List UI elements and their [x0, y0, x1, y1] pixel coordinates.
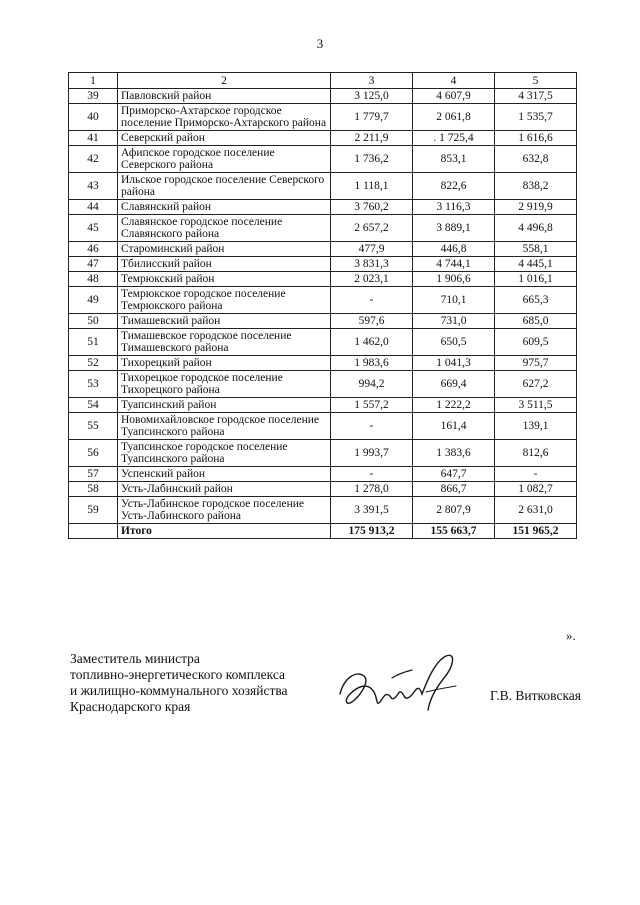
row-value-col3: 2 211,9 [331, 131, 413, 146]
signature-title-line: Краснодарского края [70, 699, 191, 714]
row-value-col4: 1 041,3 [413, 356, 495, 371]
total-row [69, 524, 577, 539]
total-number [69, 524, 118, 539]
total-value-col3: 175 913,2 [331, 524, 413, 539]
row-value-col5: 1 535,7 [495, 104, 577, 131]
row-value-col3: 1 557,2 [331, 398, 413, 413]
row-value-col4: 2 807,9 [413, 497, 495, 524]
row-value-col5: 1 016,1 [495, 272, 577, 287]
row-value-col4: 3 889,1 [413, 215, 495, 242]
signature-title-line: Заместитель министра [70, 651, 200, 666]
row-value-col3: 1 736,2 [331, 146, 413, 173]
row-number: 58 [69, 482, 118, 497]
table-row [69, 146, 577, 173]
row-number: 43 [69, 173, 118, 200]
row-value-col5: - [495, 467, 577, 482]
row-value-col3: 597,6 [331, 314, 413, 329]
row-number: 57 [69, 467, 118, 482]
row-value-col4: . 1 725,4 [413, 131, 495, 146]
row-value-col4: 853,1 [413, 146, 495, 173]
signature-stroke [426, 686, 456, 692]
row-value-col4: 4 744,1 [413, 257, 495, 272]
row-name: Славянский район [118, 200, 331, 215]
row-number: 55 [69, 413, 118, 440]
row-value-col4: 4 607,9 [413, 89, 495, 104]
row-number: 39 [69, 89, 118, 104]
row-value-col4: 446,8 [413, 242, 495, 257]
row-value-col4: 866,7 [413, 482, 495, 497]
table-row [69, 200, 577, 215]
row-value-col4: 2 061,8 [413, 104, 495, 131]
signer-name: Г.В. Витковская [490, 688, 582, 703]
table-row [69, 131, 577, 146]
row-value-col3: 3 760,2 [331, 200, 413, 215]
signature-title-line: топливно-энергетического комплекса [70, 667, 286, 682]
row-value-col4: 3 116,3 [413, 200, 495, 215]
row-value-col4: 647,7 [413, 467, 495, 482]
row-value-col3: - [331, 287, 413, 314]
row-name: Павловский район [118, 89, 331, 104]
row-name: Успенский район [118, 467, 331, 482]
row-value-col3: 477,9 [331, 242, 413, 257]
row-number: 50 [69, 314, 118, 329]
row-number: 47 [69, 257, 118, 272]
page-number: 3 [316, 36, 324, 51]
row-value-col3: 2 657,2 [331, 215, 413, 242]
row-value-col5: 812,6 [495, 440, 577, 467]
table-row [69, 272, 577, 287]
row-value-col5: 838,2 [495, 173, 577, 200]
row-number: 45 [69, 215, 118, 242]
row-name: Северский район [118, 131, 331, 146]
row-number: 54 [69, 398, 118, 413]
table-row [69, 329, 577, 356]
row-value-col3: 2 023,1 [331, 272, 413, 287]
row-value-col4: 669,4 [413, 371, 495, 398]
row-number: 42 [69, 146, 118, 173]
table-body [69, 73, 577, 539]
row-value-col5: 3 511,5 [495, 398, 577, 413]
row-value-col3: - [331, 413, 413, 440]
row-number: 52 [69, 356, 118, 371]
row-number: 59 [69, 497, 118, 524]
header-cell-2: 2 [118, 73, 331, 89]
data-table [68, 72, 577, 539]
row-number: 51 [69, 329, 118, 356]
row-name: Тимашевский район [118, 314, 331, 329]
row-value-col5: 4 496,8 [495, 215, 577, 242]
row-name: Темрюкский район [118, 272, 331, 287]
table-row [69, 287, 577, 314]
table-row [69, 215, 577, 242]
row-value-col5: 975,7 [495, 356, 577, 371]
row-number: 46 [69, 242, 118, 257]
row-value-col4: 1 222,2 [413, 398, 495, 413]
row-value-col5: 4 445,1 [495, 257, 577, 272]
row-value-col5: 139,1 [495, 413, 577, 440]
row-value-col4: 731,0 [413, 314, 495, 329]
row-name: Афипское городское поселение Северского района [118, 146, 331, 173]
row-value-col4: 161,4 [413, 413, 495, 440]
table-row [69, 314, 577, 329]
table-row [69, 467, 577, 482]
row-name: Усть-Лабинский район [118, 482, 331, 497]
row-name: Приморско-Ахтарское городское поселение Приморско-Ахтарского района [118, 104, 331, 131]
row-value-col5: 2 631,0 [495, 497, 577, 524]
row-value-col3: 3 831,3 [331, 257, 413, 272]
total-label: Итого [118, 524, 331, 539]
row-name: Тимашевское городское поселение Тимашевского района [118, 329, 331, 356]
row-value-col5: 627,2 [495, 371, 577, 398]
header-cell-5: 5 [495, 73, 577, 89]
row-number: 44 [69, 200, 118, 215]
row-value-col5: 609,5 [495, 329, 577, 356]
row-value-col4: 1 383,6 [413, 440, 495, 467]
table-row [69, 497, 577, 524]
row-value-col4: 650,5 [413, 329, 495, 356]
signature-title-line: и жилищно-коммунального хозяйства [70, 683, 288, 698]
row-value-col4: 710,1 [413, 287, 495, 314]
row-value-col5: 4 317,5 [495, 89, 577, 104]
row-value-col3: 1 983,6 [331, 356, 413, 371]
closing-quote: ». [566, 628, 576, 643]
row-name: Новомихайловское городское поселение Туапсинского района [118, 413, 331, 440]
row-value-col3: 3 125,0 [331, 89, 413, 104]
signature-title-block [70, 651, 288, 715]
row-value-col3: 3 391,5 [331, 497, 413, 524]
row-value-col3: 1 993,7 [331, 440, 413, 467]
signature-stroke [392, 670, 412, 678]
row-name: Туапсинский район [118, 398, 331, 413]
header-cell-1: 1 [69, 73, 118, 89]
row-value-col5: 2 919,9 [495, 200, 577, 215]
row-name: Темрюкское городское поселение Темрюкского района [118, 287, 331, 314]
row-name: Туапсинское городское поселение Туапсинского района [118, 440, 331, 467]
row-value-col3: 1 462,0 [331, 329, 413, 356]
row-value-col5: 1 616,6 [495, 131, 577, 146]
table-row [69, 398, 577, 413]
table-row [69, 104, 577, 131]
row-value-col3: 994,2 [331, 371, 413, 398]
row-value-col3: - [331, 467, 413, 482]
handwritten-signature [334, 648, 474, 718]
row-value-col5: 665,3 [495, 287, 577, 314]
row-number: 40 [69, 104, 118, 131]
table-row [69, 89, 577, 104]
total-value-col4: 155 663,7 [413, 524, 495, 539]
row-value-col4: 822,6 [413, 173, 495, 200]
row-name: Тихорецкий район [118, 356, 331, 371]
table-row [69, 413, 577, 440]
row-name: Староминский район [118, 242, 331, 257]
row-value-col5: 632,8 [495, 146, 577, 173]
row-value-col5: 1 082,7 [495, 482, 577, 497]
row-number: 56 [69, 440, 118, 467]
table-row [69, 482, 577, 497]
table-row [69, 173, 577, 200]
row-value-col3: 1 118,1 [331, 173, 413, 200]
row-value-col5: 685,0 [495, 314, 577, 329]
row-name: Тбилисский район [118, 257, 331, 272]
row-number: 49 [69, 287, 118, 314]
row-number: 41 [69, 131, 118, 146]
signature-stroke [340, 655, 453, 710]
row-name: Тихорецкое городское поселение Тихорецкого района [118, 371, 331, 398]
row-value-col4: 1 906,6 [413, 272, 495, 287]
row-value-col5: 558,1 [495, 242, 577, 257]
row-name: Усть-Лабинское городское поселение Усть-Лабинского района [118, 497, 331, 524]
table-row [69, 371, 577, 398]
total-value-col5: 151 965,2 [495, 524, 577, 539]
header-cell-4: 4 [413, 73, 495, 89]
row-number: 53 [69, 371, 118, 398]
row-name: Славянское городское поселение Славянского района [118, 215, 331, 242]
row-value-col3: 1 278,0 [331, 482, 413, 497]
table-row [69, 440, 577, 467]
row-value-col3: 1 779,7 [331, 104, 413, 131]
row-name: Ильское городское поселение Северского района [118, 173, 331, 200]
header-cell-3: 3 [331, 73, 413, 89]
table-row [69, 257, 577, 272]
table-header-row [69, 73, 577, 89]
table-row [69, 242, 577, 257]
row-number: 48 [69, 272, 118, 287]
table-row [69, 356, 577, 371]
